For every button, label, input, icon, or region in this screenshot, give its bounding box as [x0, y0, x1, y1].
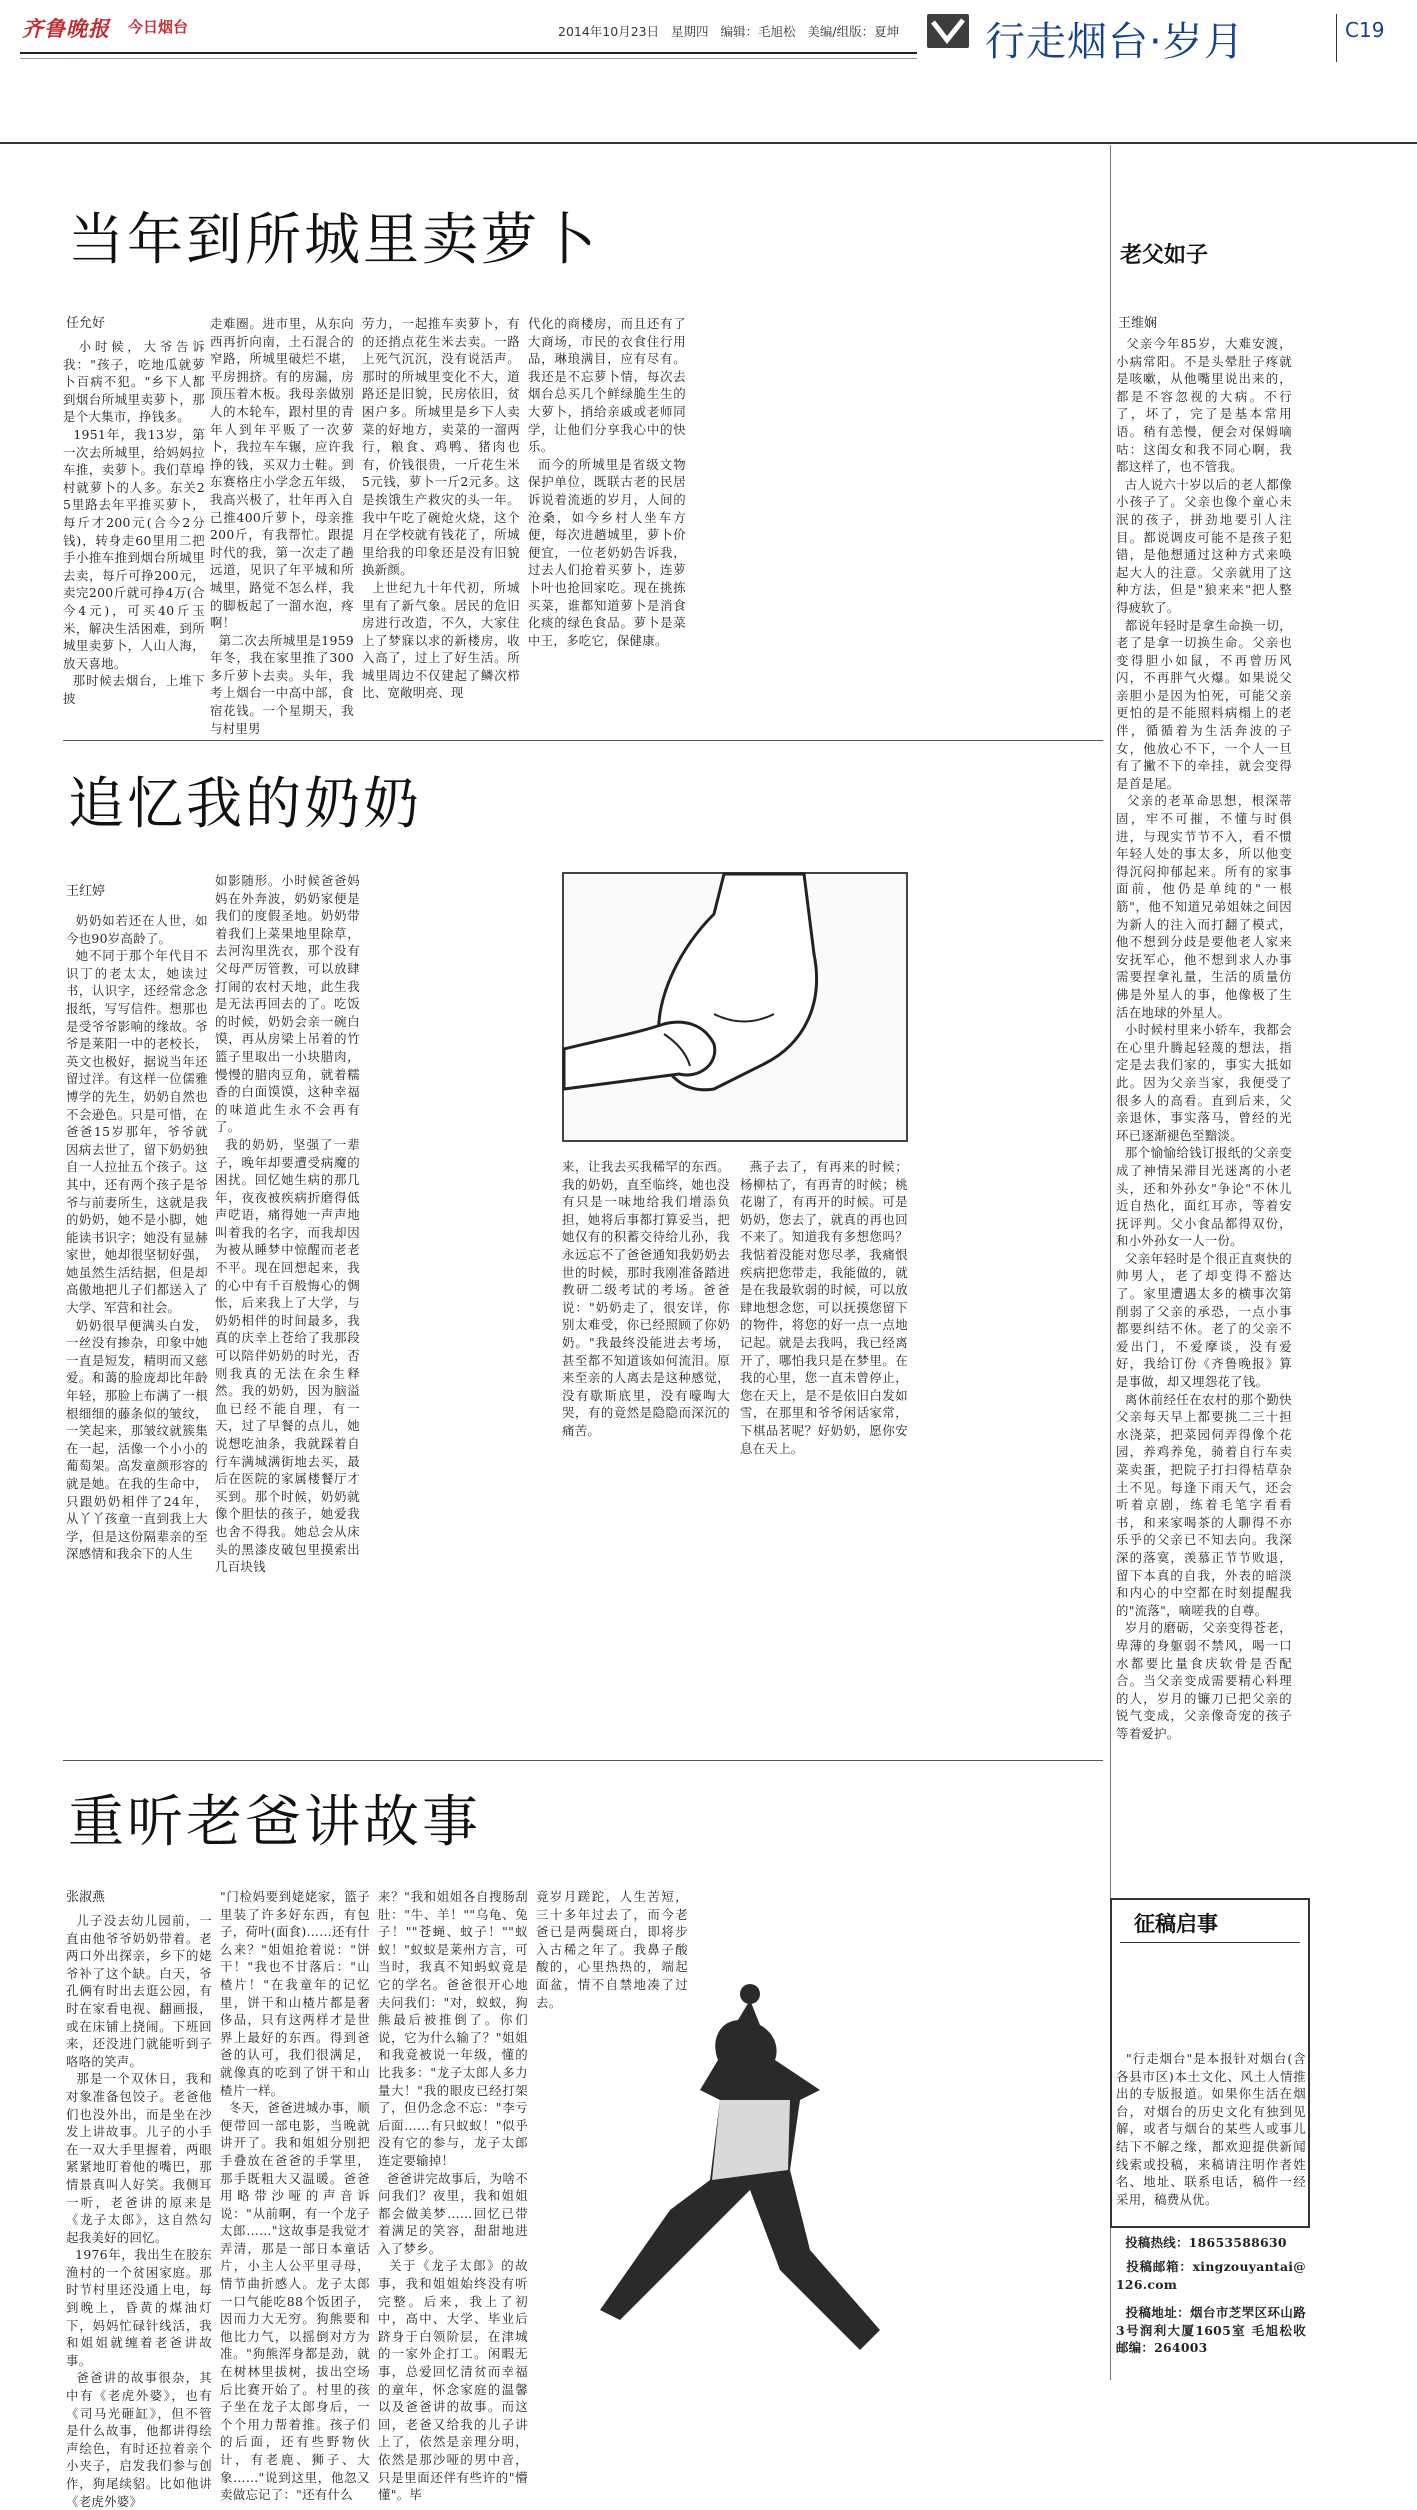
notice-hotline: 投稿热线：18653588630	[1116, 2235, 1287, 2250]
notice-address: 投稿地址：烟台市芝罘区环山路3号润利大厦1605室 毛旭松收 邮编：264003	[1116, 2305, 1311, 2356]
article1-column-1: 小时候，大爷告诉我："孩子，吃地瓜就萝卜百病不犯。"乡下人都到烟台所城里卖萝卜，那是个大集市，挣钱多。 1951年，我13岁，第一次去所城里，给妈妈拉车推，卖萝卜。我们草埠村就萝卜的人多。东关25里路去年平推买萝卜，每斤才200元(合今2分钱)，转身走60里用二把手小推车推到烟台所城里去卖，每斤可挣200元，卖完200斤就可挣4万(合今4元)，可买40斤玉米，解决生活困难，到所城里卖萝卜，人山人海，放天喜地。 那时候去烟台，上堆下披	[63, 339, 206, 706]
article2-column-2: 如影随形。小时候爸爸妈妈在外奔波，奶奶家便是我们的度假圣地。奶奶带着我们上菜果地里除草，去河沟里洗衣，那个没有父母严厉管教，可以放肆打闹的农村天地，此生我是无法再回去的了。吃饭的时候，奶奶会亲一碗白馍，再从房梁上吊着的竹篮子里取出一小块腊肉，慢慢的腊肉豆角，就着糯香的白面馍馍，这种幸福的味道此生永不会再有了。 我的奶奶，坚强了一辈子，晚年却要遭受病魔的困扰。回忆她生病的那几年，夜夜被疾病折磨得低声呓语，痛得她一声声地叫着我的名字，而我却因为被从睡梦中惊醒而老老不平。现在回想起来，我的心中有千百般悔心的惆怅，后来我上了大学，与奶奶相伴的时间最多，我真的庆幸上苍给了我那段可以陪伴奶奶的时光，否则我真的无法在余生释然。我的奶奶，因为脑溢血已经不能自理，有一天，过了早餐的点儿，她说想吃油条，我就踩着自行车满城满街地去买，最后在医院的家属楼餐厅才买到。那个时候，奶奶就像个胆怯的孩子，她爱我也舍不得我。她总会从床头的黑漆皮破包里摸索出几百块钱	[215, 873, 361, 1575]
hands-illustration	[562, 872, 908, 1142]
notice-title: 征稿启事	[1134, 1912, 1218, 1936]
article1-column-4: 代化的商楼房，而且还有了大商场，市民的衣食住行用品，琳琅满目，应有尽有。我还是不忘萝卜情，每次去烟台总买几个鲜绿脆生生的大萝卜，捎给亲戚或老师同学，让他们分享我心中的快乐。 而今的所城里是省级文物保护单位，既联古老的民居诉说着流逝的岁月，人间的沧桑，如今乡村人坐车方便，每次进趟城里，萝卜价便宜，一位老奶奶告诉我，过去人们抢着买萝卜，连萝卜叶也抢回家吃。现在挑拣买菜，谁都知道萝卜是消食化痰的绿色食品。萝卜是菜中王，多吃它，保健康。	[528, 316, 686, 648]
article4-title: 老父如子	[1120, 243, 1209, 268]
page-number: C19	[1345, 18, 1385, 42]
column-title: 行走烟台·岁月	[985, 19, 1245, 65]
article3-column-3: 来？"我和姐姐各自搜肠刮肚："牛、羊！""乌龟、兔子！""苍蝇、蚊子！""蚁蚁！"蚁蚁是莱州方言，可当时，我真不知蚂蚁竟是它的学名。爸爸很开心地夫问我们："对，蚁蚁，狗熊最后被推倒了。你们说，它为什么输了？"姐姐和我竟被说一年级，懂的比我多："龙子太郎人多力量大！"我的眼皮已经打架了，但仍念念不忘："李亏后面……有只蚁蚁！"似乎没有它的参与，龙子太郎连定要输掉！ 爸爸讲完故事后，为啥不问我们？夜里，我和姐姐都会做美梦……回忆已带着满足的笑容，甜甜地进入了梦乡。 关于《龙子太郎》的故事，我和姐姐始终没有听完整。后来，我上了初中，高中、大学、毕业后跻身于白领阶层，在津城的一家外企打工。闲暇无事，总爱回忆清贫而幸福的童年，怀念家庭的温馨以及爸爸讲的故事。而这回，老爸又给我的儿子讲上了，依然是亲理分明，依然是那沙哑的男中音，只是里面还伴有些许的"懵懂"。毕	[378, 1889, 528, 2503]
article1-column-3: 劳力，一起推车卖萝卜，有的还捎点花生米去卖。一路上死气沉沉，没有说活声。那时的所城里变化不大，道路还是旧貌，民房依旧，贫困户多。所城里是乡下人卖菜的好地方，卖菜的一溜两行，粮食、鸡鸭、猪肉也有，价钱很贵，一斤花生米5元钱，萝卜一斤2元多。这是挨饿生产救灾的头一年。我中午吃了碗炝火烧，这个月在学校就有钱花了，所城里给我的印象还是没有旧貌换新颜。 上世纪九十年代初，所城里有了新气象。居民的危旧房进行改造，不久，大家住上了梦寐以求的新楼房，收入高了，过上了好生活。所城里周边不仅建起了鳞次栉比、宽敞明亮、现	[362, 316, 520, 701]
article4-body: 父亲今年85岁，大难安渡，小病常阳。不是头晕肚子疼就是咳嗽，从他嘴里说出来的，都是不容忽视的大病。不行了，坏了，完了是基本常用语。稍有恙慢，便会对保姆嘀咕：这闺女和我不同心啊，我都这样了，也不管我。 古人说六十岁以后的老人都像小孩子了。父亲也像个童心未泯的孩子，拼劲地要引人注目。都说调皮可能不是孩子犯错，是他想通过这种方式来唤起大人的注意。父亲就用了这种方法，但是"狼来来"把人整得疲软了。 都说年轻时是拿生命换一切，老了是拿一切换生命。父亲也变得胆小如鼠，不再曾历风闪，不再胖气火爆。如果说父亲胆小是因为怕死，可能父亲更怕的是不能照料病榻上的老伴，循循着为生活奔波的子女，他放心不下，一个人一旦有了撇不下的牵挂，就会变得是首是尾。 父亲的老革命思想，根深蒂固，牢不可摧，不懂与时俱进，与现实节节不入，看不惯年轻人处的事太多，所以他变得沉闷抑郁起来。所有的家事面前，他仍是单纯的"一根筋"，他不知道兄弟姐妹之间因为新人的注入而打翻了模式，他不想到分歧是要他老人家来安抚军心，他不想到求人办事需要捏拿礼量，生活的质量仿佛是外星人的事，他像极了生活在地球的外星人。 小时候村里来小轿车，我都会在心里升腾起轻蔑的想法，指定是去我们家的，事实大抵如此。因为父亲当家，我便受了很多人的高看。直到后来，父亲退休，事实落马，曾经的光环已逐渐褪色至黯淡。 那个愉愉给钱订报纸的父亲变成了神情呆滞目光迷离的小老头，还和外孙女"争论"不休儿近自热化，面红耳赤，等着安抚评判。父小食品都得双份，和小外孙女一人一份。 父亲年轻时是个很正直爽快的帅男人，老了却变得不豁达了。家里遭遇太多的横事次第削弱了父亲的承恐，一点小事都要纠结不休。老了的父亲不爱出门，不爱摩谈，没有爱好，我给订份《齐鲁晚报》算是事做，却又埋怨花了钱。 离休前经任在农村的那个勤快父亲每天早上都要挑二三十担水浇菜，把菜园伺弄得像个花园，养鸡养兔，骑着自行车卖菜卖蛋，把院子打扫得桔草杂土不见。每逢下雨天气，还会听着京剧，练着毛笔字看看书，和来家喝茶的人聊得不亦乐乎的父亲已不知去向。我深深的落寞，羡慕正节节败退，留下本真的自我，外表的暗淡和内心的中空都在时刻提醒我的"流落"，嘀嗟我的自尊。 岁月的磨砺，父亲变得苍老，卑薄的身躯弱不禁风，喝一口水都要比量食庆软骨是否配合。当父亲变成需要精心料理的人，岁月的镰刀已把父亲的锐气变成，父亲像奇宠的孩子等着爱护。	[1116, 336, 1292, 1741]
article1-title: 当年到所城里卖萝卜	[68, 208, 599, 273]
article1-column-2: 走难圈。进市里，从东向西再折向南，土石混合的窄路，所城里破烂不堪，平房拥挤。有的房漏，房顶压着木板。我母亲做别人的木轮车，跟村里的青年人到年平贩了一次萝卜，我拉车车辗，应许我挣的钱，买双力士鞋。到东赛格庄小学念五年级，我高兴极了，壮年再入自己推400斤萝卜，母亲推200斤，有我帮忙。跟提时代的我，第一次走了趟远道，见识了年平城和所城里，路觉不怎么样，我的脚板起了一溜水泡，疼啊！ 第二次去所城里是1959年冬，我在家里推了300多斤萝卜去卖。头年，我考上烟台一中高中部，食宿花钱。一个星期天，我与村里男	[210, 316, 354, 736]
article3-column-2: "门检妈要到姥姥家，篮子里装了许多好东西，有包子，荷叶(面食)……还有什么来？"姐姐抢着说："饼干！"我也不甘落后："山楂片！"在我童年的记忆里，饼干和山楂片都是奢侈品，只有这两样才是世界上最好的东西。得到爸爸的认可，我们很满足，就像真的吃到了饼干和山楂片一样。 冬天，爸爸进城办事，顺便带回一部电影，当晚就讲开了。我和姐姐分别把手叠放在爸爸的手掌里，那手既粗大又温暖。爸爸用略带沙哑的声音诉说："从前啊，有一个龙子太郎……"这故事是我觉才弄清，那是一部日本童话片，小主人公平里寻母，情节曲折感人。龙子太郎一口气能吃88个饭团子，因而力大无穷。狗熊要和他比力气，以摇倒对方为准。"狗熊浑身都是劲，就在树林里拔树，拔出空场后比赛开始了。村里的孩子坐在龙子太郎身后，一个个用力帮着推。孩子们的后面，还有些野物伙计，有老鹿、狮子、大象……"说到这里，他忽又卖做忘记了："还有什么	[220, 1889, 370, 2503]
article3-column-1: 儿子没去幼儿园前，一直由他爷爷奶奶带着。老两口外出探亲，乡下的姥爷补了这个缺。白天，爷孔俩有时出去逛公园，有时在家看电视、翻画报，或在床铺上挠闹。下班回来，还没进门就能听到子咯咯的笑声。 那是一个双休日，我和对象准备包饺子。老爸他们也没外出，而是坐在沙发上讲故事。儿子的小手在一双大手里握着，两眼紧紧地盯着他的嘴巴，那情景真叫人好笑。我侧耳一听，老爸讲的原来是《龙子太郎》，这自然勾起我美好的回忆。 1976年，我出生在胶东渔村的一个贫困家庭。那时节村里还没通上电，每到晚上，昏黄的煤油灯下，妈妈忙碌针线活，我和姐姐就缠着老爸讲故事。 爸爸讲的故事很杂，其中有《老虎外婆》，也有《司马光砸缸》，但不管是什么故事，他都讲得绘声绘色，有时还拉着亲个小夹子，启发我们参与创作，狗尾续貂。比如他讲《老虎外婆》	[66, 1913, 212, 2509]
notice-body: "行走烟台"是本报针对烟台(含各县市区)本土文化、风土人情推出的专版报道。如果你生活在烟台，对烟台的历史文化有独到见解，或者与烟台的某些人或事儿结下不解之缘，都欢迎提供新闻线索或投稿，来稿请注明作者姓名、地址、联系电话，稿件一经采用，稿费从优。	[1116, 2051, 1307, 2207]
notice-title-rule	[1120, 1942, 1300, 1943]
article2-column-1: 奶奶如若还在人世，如今也90岁高龄了。 她不同于那个年代目不识丁的老太太，她读过书，认识字，还经常念念报纸，写写信件。想那也是受爷爷影响的缘故。爷爷是莱阳一中的老校长，英文也极好，据说当年还留过洋。有这样一位儒雅博学的先生，奶奶自然也不会逊色。只是可惜，在爸爸15岁那年，爷爷就因病去世了，留下奶奶独自一人拉扯五个孩子。这其中，还有两个孩子是爷爷与前妻所生，这就是我的奶奶，她不是小脚，她能读书识字；她没有显赫家世，她却很坚韧好强，她虽然生活结据，但是却高傲地把儿子们都送入了大学、军营和社会。 奶奶很早便满头白发，一丝没有掺杂，印象中她一直是短发，精明而又慈爱。和蔼的脸庞却比年龄年轻，那脸上布满了一根根细细的藤条似的皱纹，一笑起来，那皱纹就簇集在一起，活像一个小小的葡萄架。高发童颜形容的就是她。在我的生命中，只跟奶奶相伴了24年，从丫丫孩童一直到我上大学，但是这份隔辈亲的至深感情和我余下的人生	[66, 913, 209, 1562]
article2-column-4: 燕子去了，有再来的时候；杨柳枯了，有再青的时候；桃花谢了，有再开的时候。可是奶奶，您去了，就真的再也回不来了。知道我有多想您吗？我惦着没能对您尽孝，我痛恨疾病把您带走，我能做的，就是在我最软弱的时候，可以放肆地想念您，可以抚摸您留下的物件，将您的好一点一点地记起。就是去我吗，我已经离开了，哪怕我只是在梦里。在我的心里，您一直未曾停止，您在天上，是不是依旧白发如雪，在那里和爷爷闲话家常，下棋品茗呢？好奶奶，愿你安息在天上。	[740, 1159, 908, 1456]
masthead-logo: 齐鲁晚报	[22, 16, 110, 41]
father-child-silhouette	[560, 1980, 920, 2370]
article3-column-4: 竟岁月蹉跎，人生苦短，三十多年过去了，而今老爸已是两鬓斑白，即将步入古稀之年了。我鼻子酸酸的，心里热热的，端起面盆，情不自禁地凑了过去。	[536, 1889, 688, 2010]
header-meta: 2014年10月23日 星期四 编辑：毛旭松 美编/组版：夏坤	[558, 24, 900, 39]
article4-author: 王维娴	[1118, 316, 1158, 331]
masthead-section: 今日烟台	[128, 18, 189, 36]
notice-email: 投稿邮箱：xingzouyantai@126.com	[1116, 2259, 1306, 2292]
article3-title: 重听老爸讲故事	[68, 1790, 481, 1855]
article2-title: 追忆我的奶奶	[68, 772, 422, 837]
article3-author: 张淑燕	[66, 1890, 106, 1905]
column-logo-icon	[927, 14, 969, 48]
article1-author: 任允好	[66, 316, 106, 331]
article2-column-3: 来，让我去买我稀罕的东西。我的奶奶，直至临终，她也没有只是一味地给我们增添负担，她将后事都打算妥当，把她仅有的积蓄交待给儿孙，我永远忘不了爸爸通知我奶奶去世的时候，那时我刚准备踏进教研二级考试的考场。爸爸说："奶奶走了，很安详，你别太难受，你已经照顾了你奶奶。"我最终没能进去考场，甚至都不知道该如何流泪。原来至亲的人离去是这种感觉，没有歇斯底里，没有嚎啕大哭，有的竟然是隐隐而深沉的痛苦。	[562, 1159, 730, 1438]
article2-author: 王红婷	[66, 884, 106, 899]
